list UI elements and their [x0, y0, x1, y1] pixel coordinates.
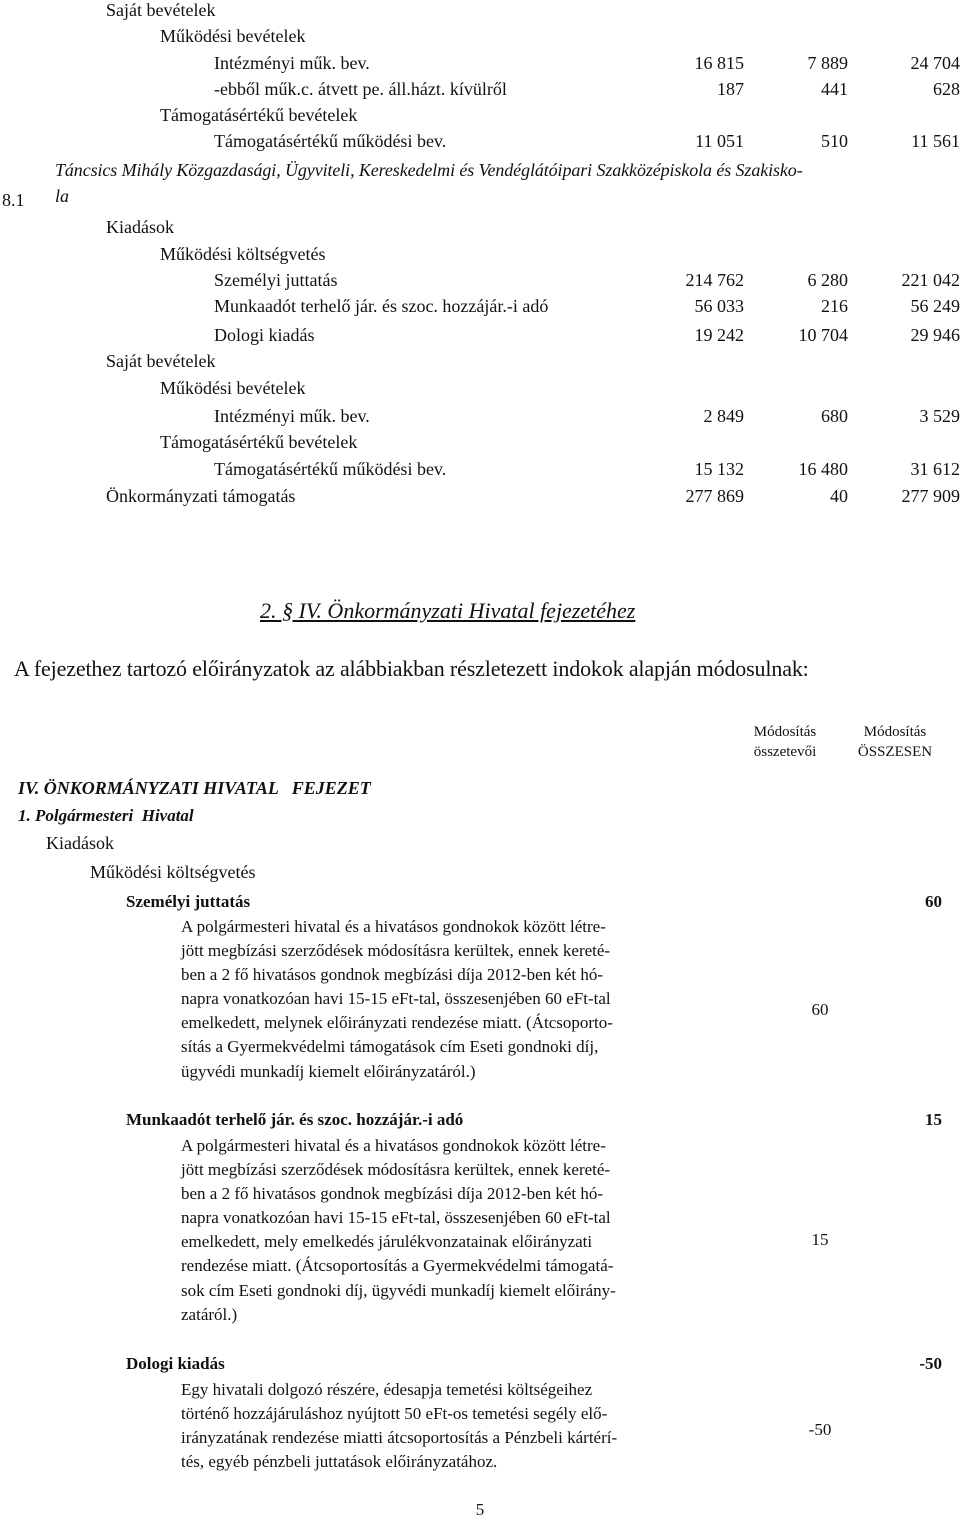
- row-value-2: 10 704: [799, 325, 849, 346]
- row-value-3: 24 704: [911, 53, 960, 74]
- description-line: ben a 2 fő hivatásos gondnok megbízási díja 2012-ben két hó-: [181, 963, 727, 987]
- row-value-1: 56 033: [695, 296, 745, 317]
- description-line: történő hozzájáruláshoz nyújtott 50 eFt-os temetési segély elő-: [181, 1402, 727, 1426]
- item-title: Személyi juttatás: [126, 892, 250, 912]
- row-value-2: 7 889: [808, 53, 849, 74]
- label-tamogatasertek-bevetelek: Támogatásértékű bevételek: [160, 105, 357, 126]
- chapter-subtitle: 1. Polgármesteri Hivatal: [18, 806, 194, 826]
- row-value-2: 16 480: [799, 459, 849, 480]
- label-mukodesi-bevetelek: Működési bevételek: [160, 26, 305, 47]
- item-description: [181, 1378, 727, 1474]
- description-line: A polgármesteri hivatal és a hivatásos gondnokok között létre-: [181, 1134, 727, 1158]
- description-line: ben a 2 fő hivatásos gondnok megbízási díja 2012-ben két hó-: [181, 1182, 727, 1206]
- row-label: Személyi juttatás: [214, 270, 337, 291]
- description-line: sítás a Gyermekvédelmi támogatások cím Eseti gondnoki díj,: [181, 1035, 727, 1059]
- col-header-osszetevoi-1: Módosítás: [740, 724, 830, 741]
- description-line: zatáról.): [181, 1303, 727, 1327]
- row-value-3: 11 561: [911, 131, 960, 152]
- col-header-osszesen-2: ÖSSZESEN: [845, 744, 945, 761]
- label-tamogatasertek-bevetelek-2: Támogatásértékű bevételek: [160, 432, 357, 453]
- description-line: jött megbízási szerződések módosításra kerültek, ennek kereté-: [181, 1158, 727, 1182]
- row-value-2: 441: [821, 79, 848, 100]
- item-component: 15: [775, 1230, 865, 1250]
- row-label: -ebből műk.c. átvett pe. áll.házt. kívülről: [214, 79, 507, 100]
- section-number: 8.1: [2, 190, 25, 211]
- description-line: napra vonatkozóan havi 15-15 eFt-tal, összesenjében 60 eFt-tal: [181, 1206, 727, 1230]
- description-line: emelkedett, melynek előirányzati rendezése miatt. (Átcsoporto-: [181, 1011, 727, 1035]
- row-value-1: 277 869: [686, 486, 745, 507]
- description-line: A polgármesteri hivatal és a hivatásos gondnokok között létre-: [181, 915, 727, 939]
- item-title: Dologi kiadás: [126, 1354, 225, 1374]
- row-value-1: 19 242: [695, 325, 745, 346]
- item-description: [181, 915, 727, 1084]
- section-title-line1: Táncsics Mihály Közgazdasági, Ügyviteli, Kereskedelmi és Vendéglátóipari Szakközépiskola és Szakisko-: [55, 160, 803, 181]
- label-mukodesi-bevetelek-2: Működési bevételek: [160, 378, 305, 399]
- col-header-osszesen-1: Módosítás: [845, 724, 945, 741]
- item-total: 15: [925, 1110, 942, 1130]
- row-value-2: 6 280: [808, 270, 849, 291]
- chapter-title: IV. ÖNKORMÁNYZATI HIVATAL FEJEZET: [18, 778, 371, 799]
- row-value-3: 221 042: [902, 270, 960, 291]
- section-intro: A fejezethez tartozó előirányzatok az alábbiakban részletezett indokok alapján módosulnak:: [14, 656, 809, 682]
- row-value-3: 31 612: [911, 459, 960, 480]
- item-component: -50: [775, 1420, 865, 1440]
- description-line: jött megbízási szerződések módosításra kerültek, ennek kereté-: [181, 939, 727, 963]
- row-value-2: 216: [821, 296, 848, 317]
- row-value-3: 277 909: [902, 486, 960, 507]
- row-label: Dologi kiadás: [214, 325, 315, 346]
- row-value-1: 214 762: [686, 270, 745, 291]
- row-label: Intézményi műk. bev.: [214, 406, 370, 427]
- section-heading: 2. § IV. Önkormányzati Hivatal fejezetéhez: [260, 598, 635, 624]
- item-component: 60: [775, 1000, 865, 1020]
- page-number: 5: [460, 1500, 500, 1520]
- description-line: Egy hivatali dolgozó részére, édesapja temetési költségeihez: [181, 1378, 727, 1402]
- row-label: Intézményi műk. bev.: [214, 53, 370, 74]
- item-title: Munkaadót terhelő jár. és szoc. hozzájár.-i adó: [126, 1110, 463, 1130]
- row-value-2: 510: [821, 131, 848, 152]
- label-mukodesi-koltsegvetes-chapter: Működési költségvetés: [90, 862, 255, 883]
- description-line: tés, egyéb pénzbeli juttatások előirányzatához.: [181, 1450, 727, 1474]
- row-value-1: 11 051: [695, 131, 744, 152]
- row-value-2: 40: [830, 486, 848, 507]
- col-header-osszetevoi-2: összetevői: [740, 744, 830, 761]
- row-label: Önkormányzati támogatás: [106, 486, 295, 507]
- row-value-3: 628: [933, 79, 960, 100]
- item-total: 60: [925, 892, 942, 912]
- label-kiadasok: Kiadások: [106, 217, 174, 238]
- label-kiadasok-chapter: Kiadások: [46, 833, 114, 854]
- row-value-3: 56 249: [911, 296, 960, 317]
- row-label: Támogatásértékű működési bev.: [214, 459, 446, 480]
- item-total: -50: [919, 1354, 942, 1374]
- label-mukodesi-koltsegvetes: Működési költségvetés: [160, 244, 325, 265]
- label-sajat-bevetelek-2: Saját bevételek: [106, 351, 215, 372]
- row-value-1: 15 132: [695, 459, 745, 480]
- row-label: Támogatásértékű működési bev.: [214, 131, 446, 152]
- description-line: napra vonatkozóan havi 15-15 eFt-tal, összesenjében 60 eFt-tal: [181, 987, 727, 1011]
- row-value-3: 29 946: [911, 325, 960, 346]
- row-value-1: 16 815: [695, 53, 745, 74]
- row-value-2: 680: [821, 406, 848, 427]
- description-line: emelkedett, mely emelkedés járulékvonzatainak előirányzati: [181, 1230, 727, 1254]
- row-value-1: 187: [717, 79, 744, 100]
- item-description: [181, 1134, 727, 1327]
- description-line: ügyvédi munkadíj kiemelt előirányzatáról.): [181, 1060, 727, 1084]
- section-title-line2: la: [55, 186, 69, 207]
- label-sajat-bevetelek: Saját bevételek: [106, 0, 215, 21]
- description-line: irányzatának rendezése miatti átcsoportosítás a Pénzbeli kártérí-: [181, 1426, 727, 1450]
- row-label: Munkaadót terhelő jár. és szoc. hozzájár.-i adó: [214, 296, 548, 317]
- description-line: rendezése miatt. (Átcsoportosítás a Gyermekvédelmi támogatá-: [181, 1254, 727, 1278]
- row-value-3: 3 529: [920, 406, 960, 427]
- row-value-1: 2 849: [704, 406, 745, 427]
- description-line: sok cím Eseti gondnoki díj, ügyvédi munkadíj kiemelt előirány-: [181, 1279, 727, 1303]
